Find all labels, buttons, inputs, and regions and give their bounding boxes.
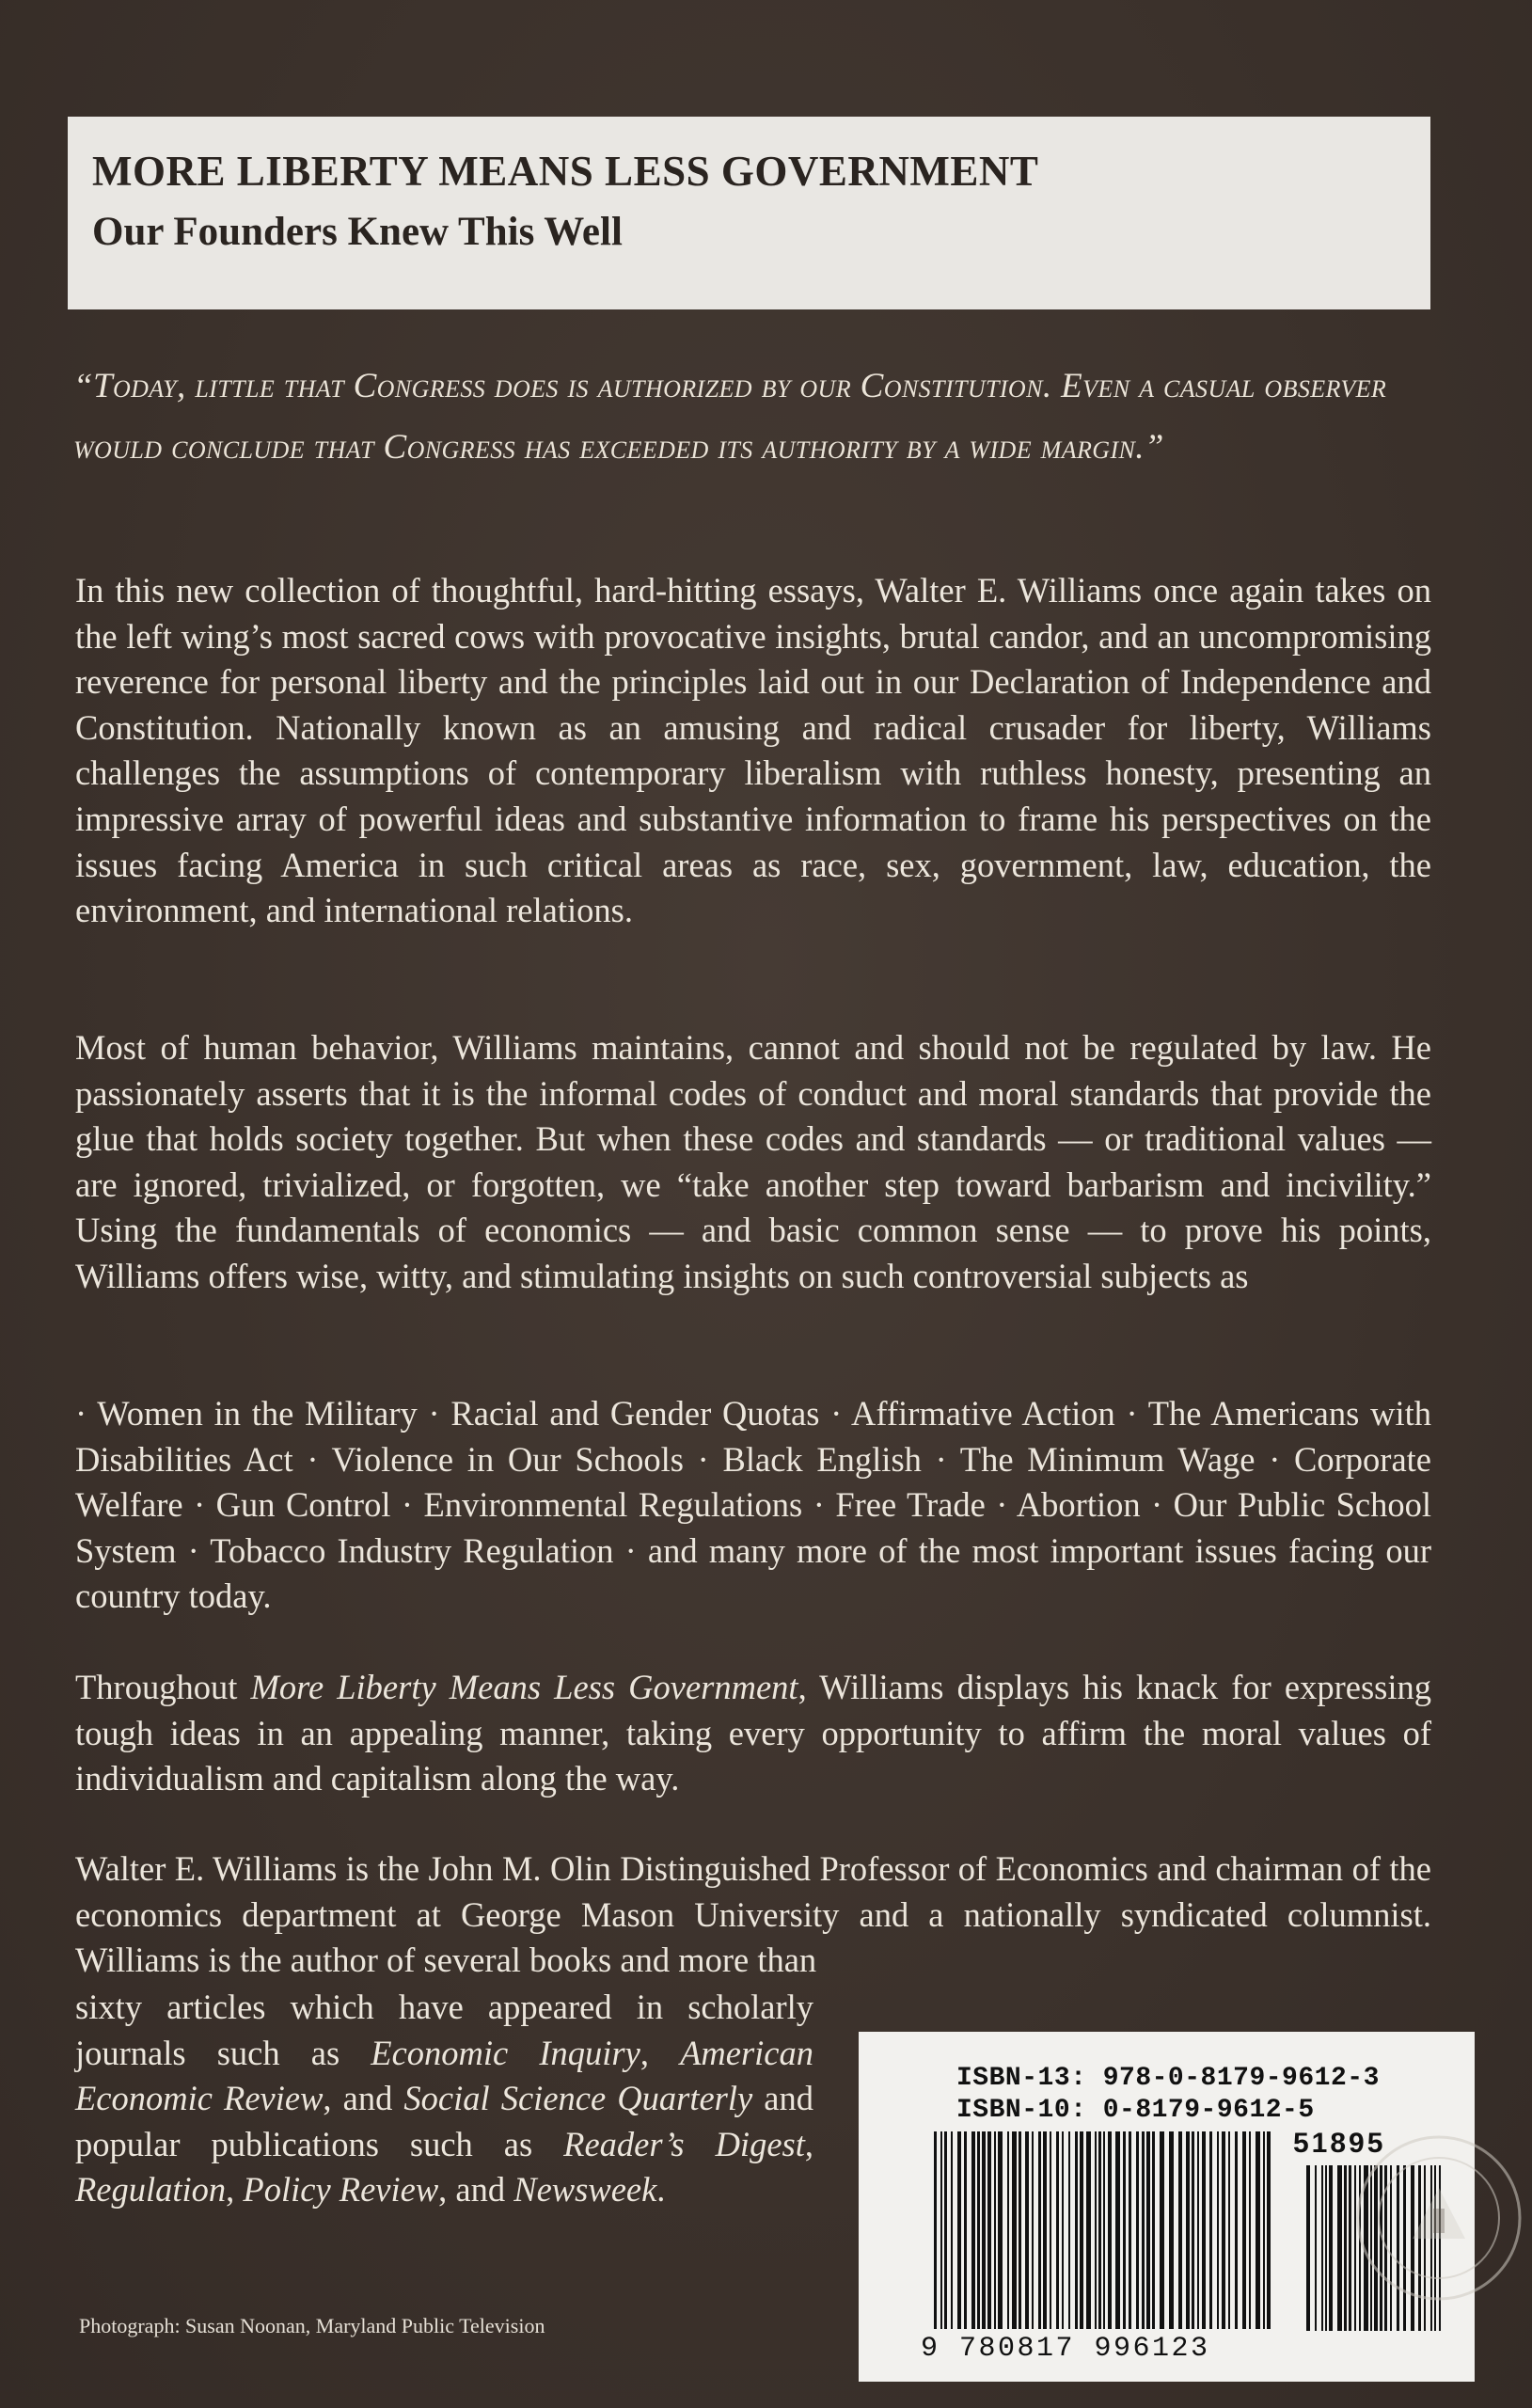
- barcode-bar: [1129, 2131, 1131, 2329]
- barcode-bar: [1012, 2131, 1017, 2329]
- publication-title: Newsweek: [513, 2170, 657, 2210]
- seller-stamp-icon: [1354, 2133, 1524, 2303]
- bio-text: and popular publications such as: [75, 2079, 813, 2163]
- addon-bar: [1344, 2165, 1347, 2331]
- author-bio: Walter E. Williams is the John M. Olin Distinguished Professor of Economics and chairman of the economics department at George Mason University and a nationally syndicated columnist. Williams is the author of several books and more than: [75, 1849, 1431, 1980]
- price-code: 51895: [1293, 2128, 1386, 2159]
- pull-quote: “Today, little that Congress does is authorized by our Constitution. Even a casual observer would conclude that Congress has exceeded its authority by a wide margin.”: [73, 367, 1387, 467]
- barcode-bar: [1068, 2131, 1070, 2329]
- barcode-bar: [940, 2131, 942, 2329]
- barcode-bar: [1267, 2131, 1271, 2329]
- title-banner: [68, 117, 1430, 309]
- barcode-bar: [1209, 2131, 1212, 2329]
- barcode-bar: [944, 2131, 947, 2329]
- p4-pre: Throughout: [75, 1668, 251, 1706]
- barcode-bar: [1178, 2131, 1182, 2329]
- barcode-bar: [1152, 2131, 1155, 2329]
- barcode-bar: [982, 2131, 986, 2329]
- isbn-10: ISBN-10: 0-8179-9612-5: [956, 2096, 1315, 2125]
- barcode-bar: [1080, 2131, 1083, 2329]
- barcode-bar: [1032, 2131, 1034, 2329]
- barcode-bar: [1169, 2131, 1174, 2329]
- barcode-bar: [1186, 2131, 1190, 2329]
- barcode-bar: [998, 2131, 1003, 2329]
- barcode-bar: [1249, 2131, 1251, 2329]
- barcode-bar: [1146, 2131, 1150, 2329]
- barcode-bar: [1075, 2131, 1078, 2329]
- barcode-bar: [994, 2131, 996, 2329]
- barcode-bar: [1228, 2131, 1230, 2329]
- barcode-bar: [1062, 2131, 1064, 2329]
- subjects-list: · Women in the Military · Racial and Gender Quotas · Affirmative Action · The Americans with Disabilities Act · Violence in Our Schools · Black English · The Minimum Wage · Corporate Welfare · Gun Control · Environmental Regulations · Free Trade · Abortion · Our Public School System · Tobacco Industry Regulation · and many more of the most important issues facing our country today.: [75, 1394, 1431, 1616]
- barcode-bar: [1098, 2131, 1101, 2329]
- barcode-bar: [951, 2131, 953, 2329]
- barcode-bar: [1056, 2131, 1059, 2329]
- book-subtitle: Our Founders Knew This Well: [92, 210, 623, 254]
- barcode-bar: [1256, 2131, 1260, 2329]
- bio-text: ,: [640, 2033, 681, 2072]
- barcode-bar: [1192, 2131, 1194, 2329]
- barcode-bar: [1007, 2131, 1009, 2329]
- barcode-bar: [1242, 2131, 1246, 2329]
- barcode-bar: [1222, 2131, 1225, 2329]
- bio-text: , and: [323, 2079, 404, 2118]
- journal-title: American Economic Review: [75, 2033, 813, 2118]
- barcode-bar: [964, 2131, 967, 2329]
- addon-bar: [1354, 2165, 1356, 2331]
- barcode-bar: [934, 2131, 937, 2329]
- publication-title: Policy Review: [243, 2170, 439, 2210]
- journal-title: Economic Inquiry: [371, 2033, 640, 2072]
- barcode-bar: [1086, 2131, 1091, 2329]
- description-paragraph-2: Most of human behavior, Williams maintains, cannot and should not be regulated by law. He passionately asserts that it is the informal codes of conduct and moral standards that provide the glue that holds society together. But when these codes and standards — or traditional values — are ignored, trivialized, or forgotten, we “take another step toward barbarism and incivility.” Using the fundamentals of economics — and basic common sense — to prove his points, Williams offers wise, witty, and stimulating insights on such controversial subjects as: [75, 1028, 1431, 1295]
- barcode-bar: [1142, 2131, 1145, 2329]
- barcode-bar: [1115, 2131, 1120, 2329]
- addon-bar: [1325, 2165, 1327, 2331]
- description-paragraph-3: [75, 1665, 1431, 1802]
- addon-bar: [1306, 2165, 1310, 2331]
- description-paragraph-1: In this new collection of thoughtful, hard-hitting essays, Walter E. Williams once again takes on the left wing’s most sacred cows with provocative insights, brutal candor, and an uncompromising reverence for personal liberty and the principles laid out in our Declaration of Independence and Constitution. Nationally known as an amusing and radical crusader for liberty, Williams challenges the assumptions of contemporary liberalism with ruthless honesty, presenting an impressive array of powerful ideas and substantive information to frame his perspectives on the issues facing America in such critical areas as race, sex, government, law, education, the environment, and international relations.: [75, 571, 1431, 930]
- barcode-bar: [1108, 2131, 1112, 2329]
- barcode-bar: [971, 2131, 975, 2329]
- photo-credit: Photograph: Susan Noonan, Maryland Public Television: [79, 2314, 545, 2337]
- barcode-bar: [1050, 2131, 1051, 2329]
- barcode-bar: [1197, 2131, 1199, 2329]
- isbn-13: ISBN-13: 978-0-8179-9612-3: [956, 2064, 1380, 2093]
- bio-text: sixty articles which have appeared in scholarly journals such as: [75, 1988, 813, 2072]
- bio-text: ,: [804, 2124, 813, 2163]
- barcode-bar: [1217, 2131, 1219, 2329]
- journal-title: Social Science Quarterly: [403, 2079, 753, 2118]
- barcode-bar: [1095, 2131, 1097, 2329]
- author-bio-continued: [75, 1985, 813, 2213]
- bio-text: , and: [438, 2170, 514, 2210]
- bio-text: .: [656, 2170, 666, 2210]
- barcode-bar: [1160, 2131, 1164, 2329]
- book-title: MORE LIBERTY MEANS LESS GOVERNMENT: [92, 148, 1039, 195]
- barcode-bar: [1038, 2131, 1041, 2329]
- addon-bar: [1349, 2165, 1351, 2331]
- barcode-digits: 9 780817 996123: [921, 2333, 1210, 2365]
- barcode-bar: [1123, 2131, 1126, 2329]
- barcode-bar: [1043, 2131, 1047, 2329]
- barcode-bar: [1202, 2131, 1206, 2329]
- barcode-bar: [1103, 2131, 1105, 2329]
- barcode-bar: [987, 2131, 991, 2329]
- addon-bar: [1337, 2165, 1342, 2331]
- book-title-inline: More Liberty Means Less Government: [250, 1668, 798, 1706]
- barcode-bar: [1235, 2131, 1238, 2329]
- bio-text: ,: [226, 2170, 244, 2210]
- barcode-bar: [1025, 2131, 1029, 2329]
- barcode-bar: [957, 2131, 961, 2329]
- publication-title: Reader’s Digest: [563, 2124, 805, 2163]
- barcode-bar: [1136, 2131, 1139, 2329]
- barcode-bar: [1263, 2131, 1265, 2329]
- addon-bar: [1315, 2165, 1317, 2331]
- p4-post: , Williams displays his knack for expressing tough ideas in an appealing manner, taking every opportunity to affirm the moral values of individualism and capitalism along the way.: [75, 1668, 1431, 1798]
- barcode-bar: [1019, 2131, 1021, 2329]
- addon-bar: [1321, 2165, 1323, 2331]
- addon-bar: [1329, 2165, 1333, 2331]
- barcode-bar: [977, 2131, 980, 2329]
- publication-title: Regulation: [75, 2170, 227, 2210]
